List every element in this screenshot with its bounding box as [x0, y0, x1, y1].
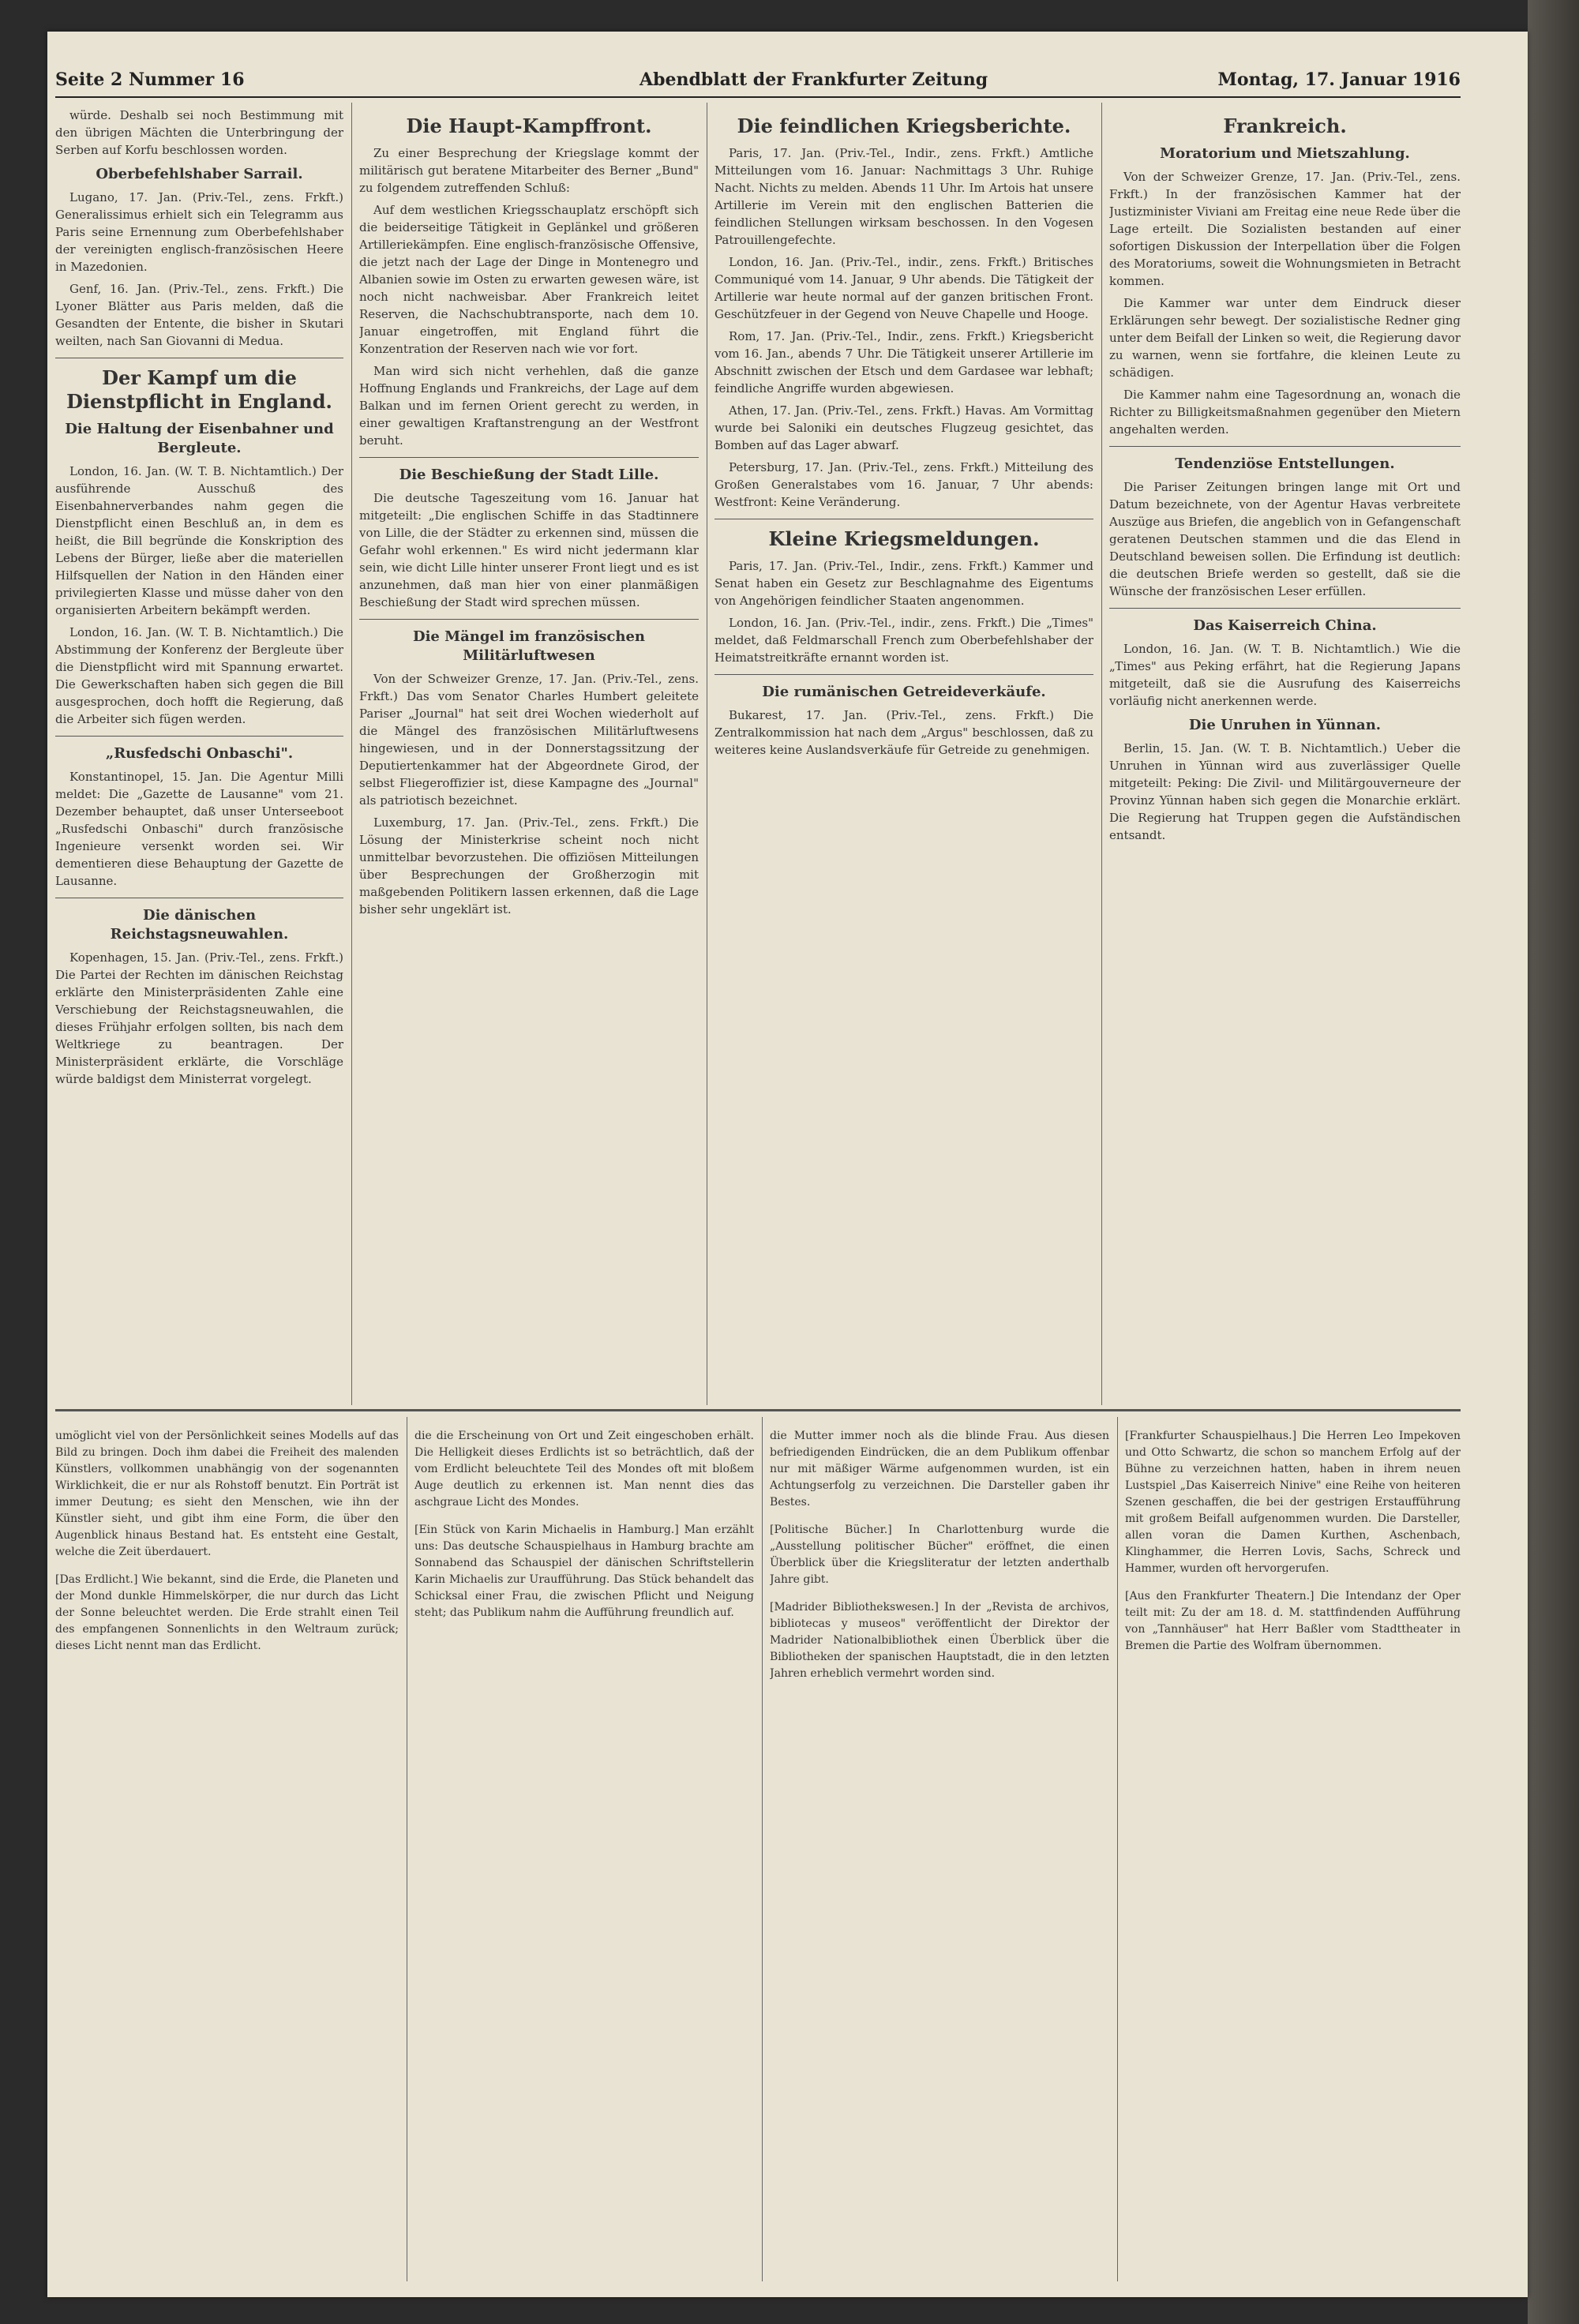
article-text: [Politische Bücher.] In Charlottenburg wurde die „Ausstellung politischer Bücher" eröffnet, die einen Überblick über die Kriegsliteratur der letzten anderthalb Jahre gibt. [770, 1524, 1109, 1586]
column-divider [1117, 1417, 1118, 2281]
headline: Die feindlichen Kriegsberichte. [737, 114, 1071, 137]
column-3 [714, 107, 1093, 1401]
article-text: Die Kammer war unter dem Eindruck dieser Erklärungen sehr bewegt. Der sozialistische Redner ging unter dem Beifall der Linken so weit, die Regierung davor zu warnen, wenn sie fortfahre, die kleinen Leute zu schädigen. [1109, 296, 1461, 380]
feuilleton-column-2 [414, 1417, 754, 2281]
article-text: die Mutter immer noch als die blinde Frau. Aus diesen befriedigenden Eindrücken, die an dem Publikum offenbar nur mit mäßiger Wärme aufgenommen wurden, ist ein Achtungserfolg zu verzeichnen. Die Darsteller gaben ihr Bestes. [770, 1430, 1109, 1509]
headline: „Rusfedschi Onbaschi". [105, 745, 294, 762]
feuilleton-column-3 [770, 1417, 1109, 2281]
article-text: Lugano, 17. Jan. (Priv.-Tel., zens. Frkft.) Generalissimus erhielt sich ein Telegramm aus Paris seine Ernennung zum Oberbefehlshaber der vereinigten englisch-französischen Heere in Mazedonien. [55, 190, 343, 274]
article-text: die die Erscheinung von Ort und Zeit eingeschoben erhält. Die Helligkeit dieses Erdlichts ist so beträchtlich, daß der vom Erdlicht beleuchtete Teil des Mondes oft mit bloßem Auge deutlich zu erkennen ist. Man nennt dies das aschgraue Licht des Mondes. [414, 1430, 754, 1509]
article-text: Konstantinopel, 15. Jan. Die Agentur Milli meldet: Die „Gazette de Lausanne" vom 21. Dezember behauptet, daß unser Unterseeboot „Rusfedschi Onbaschi" durch französische Ingenieure versenkt worden sei. Wir dementieren diese Behauptung der Gazette de Lausanne. [55, 770, 343, 888]
headline: Die Haupt-Kampffront. [406, 114, 652, 137]
article-text: London, 16. Jan. (W. T. B. Nichtamtlich.) Der ausführende Ausschuß des Eisenbahnerverbandes nahm gegen die Dienstpflicht einen Beschluß an, in dem es heißt, die Bill begründe die Konskription des Lebens der Bürger, ließe aber die materiellen Hilfsquellen der Nation in den Händen einer privilegierten Klasse und müsse daher von den organisierten Arbeitern bekämpft werden. [55, 464, 343, 617]
divider [1109, 446, 1461, 447]
column-divider [762, 1417, 763, 2281]
headline: Tendenziöse Entstellungen. [1175, 455, 1395, 472]
divider [359, 619, 699, 620]
masthead [55, 69, 1461, 98]
column-divider [1101, 103, 1102, 1405]
article-text: Auf dem westlichen Kriegsschauplatz erschöpft sich die beiderseitige Tätigkeit in Geplänkel und größeren Artilleriekämpfen. Eine englisch-französische Offensive, die jetzt nach der Lage der Dinge in Montenegro und Albanien sowie im Osten zu erwarten gewesen wäre, ist noch nicht nachweisbar. Aber Frankreich leitet Reserven, die Nachschubtransporte, nach dem 10. Januar eingetroffen, mit England führt die Konzentration der Reserven nach wie vor fort. [359, 203, 699, 356]
article-text: Kopenhagen, 15. Jan. (Priv.-Tel., zens. Frkft.) Die Partei der Rechten im dänischen Reichstag erklärte den Ministerpräsidenten Zahle eine Verschiebung der Reichstagsneuwahlen, die dieses Frühjahr erfolgen sollten, bis nach dem Weltkriege zu beantragen. Der Ministerpräsident erklärte, die Vorschläge würde baldigst dem Ministerrat vorgelegt. [55, 950, 343, 1086]
article-text: [Frankfurter Schauspielhaus.] Die Herren Leo Impekoven und Otto Schwartz, die schon so manchem Erfolg auf der Bühne zu verzeichnen hatten, haben in ihrem neuen Lustspiel „Das Kaiserreich Ninive" eine Reihe von heiteren Szenen geschaffen, die bei der gestrigen Erstaufführung mit großem Beifall aufgenommen wurden. Die Darsteller, allen voran die Damen Kurthen, Aschenbach, Klinghammer, die Herren Lovis, Sachs, Schreck und Hammer, wurden oft hervorgerufen. [1125, 1430, 1461, 1575]
headline: Die Mängel im französischen Militärluftwesen [412, 628, 646, 664]
article-text: Petersburg, 17. Jan. (Priv.-Tel., zens. Frkft.) Mitteilung des Großen Generalstabes vom 16. Januar, 7 Uhr abends: Westfront: Keine Veränderung. [714, 460, 1093, 509]
headline: Die Unruhen in Yünnan. [1188, 717, 1382, 733]
article-text: [Madrider Bibliothekswesen.] In der „Revista de archivos, bibliotecas y museos" veröffentlicht der Direktor der Madrider Nationalbibliothek einen Überblick über die Bibliotheken der spanischen Hauptstadt, die in den letzten Jahren erheblich vermehrt worden sind. [770, 1601, 1109, 1680]
divider [359, 457, 699, 458]
headline: Der Kampf um die Dienstpflicht in England. [66, 366, 332, 413]
article-text: London, 16. Jan. (W. T. B. Nichtamtlich.) Wie die „Times" aus Peking erfährt, hat die Regierung Japans mitgeteilt, daß sie die Ausrufung des Kaiserreichs vorläufig nicht anerkennen werde. [1109, 642, 1461, 708]
headline: Die Beschießung der Stadt Lille. [399, 467, 659, 483]
article-text: Man wird sich nicht verhehlen, daß die ganze Hoffnung Englands und Frankreichs, der Lage auf dem Balkan und im fernen Orient gerecht zu werden, in einer gewaltigen Kraftanstrengung an der Westfront beruht. [359, 364, 699, 448]
issue-date: Montag, 17. Januar 1916 [1217, 69, 1461, 90]
article-text: Zu einer Besprechung der Kriegslage kommt der militärisch gut beratene Mitarbeiter des Berner „Bund" zu folgendem zutreffenden Schluß: [359, 146, 699, 195]
feuilleton-column-1 [55, 1417, 399, 2281]
article-text: Von der Schweizer Grenze, 17. Jan. (Priv.-Tel., zens. Frkft.) In der französischen Kammer hat der Justizminister Viviani am Freitag eine neue Rede über die Lage erteilt. Die Sozialisten bestanden auf einer sofortigen Diskussion der Interpellation über die Folgen des Moratoriums, soweit die Wohnungsmieten in Betracht kommen. [1109, 170, 1461, 288]
article-text: Von der Schweizer Grenze, 17. Jan. (Priv.-Tel., zens. Frkft.) Das vom Senator Charles Humbert geleitete Pariser „Journal" hat seit drei Wochen wiederholt auf die Mängel des französischen Militärluftwesens hingewiesen, und in der Donnerstagssitzung der Deputiertenkammer hat der Abgeordnete Girod, der selbst Fliegeroffizier ist, diese Kampagne des „Journal" als patriotisch bezeichnet. [359, 672, 699, 808]
divider [1109, 608, 1461, 609]
article-text: [Ein Stück von Karin Michaelis in Hamburg.] Man erzählt uns: Das deutsche Schauspielhaus in Hamburg brachte am Sonnabend das Schauspiel der dänischen Schriftstellerin Karin Michaelis zur Uraufführung. Das Stück behandelt das Schicksal einer Frau, die zwischen Pflicht und Neigung steht; das Publikum nahm die Aufführung freundlich auf. [414, 1524, 754, 1619]
article-text: würde. Deshalb sei noch Bestimmung mit den übrigen Mächten die Unterbringung der Serben auf Korfu beschlossen worden. [55, 108, 343, 157]
article-text: Berlin, 15. Jan. (W. T. B. Nichtamtlich.) Ueber die Unruhen in Yünnan wird aus zuverlässiger Quelle mitgeteilt: Peking: Die Zivil- und Militärgouverneure der Provinz Yünnan haben sich gegen die Monarchie erklärt. Die Regierung hat Truppen gegen die Aufständischen entsandt. [1109, 741, 1461, 842]
article-text: [Aus den Frankfurter Theatern.] Die Intendanz der Oper teilt mit: Zu der am 18. d. M. stattfindenden Aufführung von „Tannhäuser" hat Herr Baßler vom Stadttheater in Bremen die Partie des Wolfram übernommen. [1125, 1590, 1461, 1652]
article-text: umöglicht viel von der Persönlichkeit seines Modells auf das Bild zu bringen. Doch ihm dabei die Freiheit des malenden Künstlers, vollkommen unabhängig von der sogenannten Wirklichkeit, die er nur als Rohstoff benutzt. Ein Porträt ist immer Deutung; es sieht den Menschen, wie ihn der Künstler sieht, und gibt ihm eine Form, die über den Augenblick hinaus Bestand hat. Es entsteht eine Gestalt, welche die Zeit überdauert. [55, 1430, 399, 1558]
column-2 [359, 107, 699, 1401]
article-text: Athen, 17. Jan. (Priv.-Tel., zens. Frkft.) Havas. Am Vormittag wurde bei Saloniki ein deutsches Flugzeug gesichtet, das Bomben auf das Lager abwarf. [714, 403, 1093, 452]
article-text: Genf, 16. Jan. (Priv.-Tel., zens. Frkft.) Die Lyoner Blätter aus Paris melden, daß die Gesandten der Entente, die bisher in Skutari weilten, nach San Giovanni di Medua. [55, 282, 343, 348]
subheadline: Die Haltung der Eisenbahner und Bergleute. [65, 421, 334, 456]
article-text: [Das Erdlicht.] Wie bekannt, sind die Erde, die Planeten und der Mond dunkle Himmelskörper, die nur durch das Licht der Sonne beleuchtet werden. Die Erde strahlt einen Teil des empfangenen Sonnenlichts in den Weltraum zurück; dieses Licht nennt man das Erdlicht. [55, 1573, 399, 1652]
feuilleton-rule [55, 1409, 1461, 1411]
headline: Die rumänischen Getreideverkäufe. [762, 684, 1046, 700]
feuilleton-column-4 [1125, 1417, 1461, 2281]
book-spine [1528, 0, 1579, 2324]
article-text: Paris, 17. Jan. (Priv.-Tel., Indir., zens. Frkft.) Kammer und Senat haben ein Gesetz zur Beschlagnahme des Eigentums von Angehörigen feindlicher Staaten angenommen. [714, 559, 1093, 608]
article-text: Paris, 17. Jan. (Priv.-Tel., Indir., zens. Frkft.) Amtliche Mitteilungen vom 16. Januar: Nachmittags 3 Uhr. Ruhige Nacht. Nichts zu melden. Abends 11 Uhr. Im Artois hat unsere Artillerie im Verein mit den englischen Batterien die feindlichen Stellungen wirksam beschossen. In den Vogesen Patrouillengefechte. [714, 146, 1093, 247]
headline: Frankreich. [1223, 114, 1347, 137]
article-text: Die deutsche Tageszeitung vom 16. Januar hat mitgeteilt: „Die englischen Schiffe in das Stadtinnere von Lille, die der Städter zu erkennen sind, müssen die Gefahr wohl erkennen." Es wird nicht jedermann klar sein, wie dicht Lille hinter unserer Front liegt und es ist anzunehmen, daß man hier von einer planmäßigen Beschießung der Stadt wird sprechen müssen. [359, 491, 699, 609]
newspaper-page [47, 32, 1528, 2297]
page-label: Seite 2 Nummer 16 [55, 69, 245, 90]
headline: Oberbefehlshaber Sarrail. [96, 166, 303, 182]
article-text: Die Kammer nahm eine Tagesordnung an, wonach die Richter zu Billigkeitsmaßnahmen gegenüber den Mietern angehalten werden. [1109, 388, 1461, 437]
article-text: Rom, 17. Jan. (Priv.-Tel., Indir., zens. Frkft.) Kriegsbericht vom 16. Jan., abends 7 Uhr. Die Tätigkeit unserer Artillerie im Abschnitt zwischen der Etsch und dem Gardasee war lebhaft; feindliche Angriffe wurden abgewiesen. [714, 329, 1093, 395]
divider [714, 674, 1093, 675]
article-text: London, 16. Jan. (W. T. B. Nichtamtlich.) Die Abstimmung der Konferenz der Bergleute über die Dienstpflicht wird mit Spannung erwartet. Die Gewerkschaften haben sich gegen die Bill ausgesprochen, doch hofft die Regierung, daß die Arbeiter sich fügen werden. [55, 625, 343, 726]
column-divider [351, 103, 352, 1405]
article-text: Bukarest, 17. Jan. (Priv.-Tel., zens. Frkft.) Die Zentralkommission hat nach dem „Argus" beschlossen, daß zu weiteres keine Auslandsverkäufe für Getreide zu genehmigen. [714, 708, 1093, 757]
subheadline: Moratorium und Mietszahlung. [1160, 145, 1410, 162]
column-1 [55, 107, 343, 1401]
article-text: London, 16. Jan. (Priv.-Tel., indir., zens. Frkft.) Die „Times" meldet, daß Feldmarschall French zum Oberbefehlshaber der Heimatstreitkräfte ernannt worden ist. [714, 616, 1093, 665]
paper-name: Abendblatt der Frankfurter Zeitung [639, 69, 988, 90]
column-4 [1109, 107, 1461, 1401]
divider [55, 736, 343, 737]
headline: Kleine Kriegsmeldungen. [768, 527, 1040, 550]
headline: Die dänischen Reichstagsneuwahlen. [110, 907, 289, 943]
article-text: London, 16. Jan. (Priv.-Tel., indir., zens. Frkft.) Britisches Communiqué vom 14. Januar, 9 Uhr abends. Die Tätigkeit der Artillerie war heute normal auf der ganzen britischen Front. Geschützfeuer in der Gegend von Neuve Chapelle und Hooge. [714, 255, 1093, 321]
article-text: Die Pariser Zeitungen bringen lange mit Ort und Datum bezeichnete, von der Agentur Havas verbreitete Auszüge aus Briefen, die angeblich von in Gefangenschaft geratenen Deutschen stammen und die das Elend in Deutschland beweisen sollen. Die Erfindung ist deutlich: die deutschen Briefe werden so gestellt, daß sie die Wünsche der französischen Leser erfüllen. [1109, 480, 1461, 598]
article-text: Luxemburg, 17. Jan. (Priv.-Tel., zens. Frkft.) Die Lösung der Ministerkrise scheint noch nicht unmittelbar bevorzustehen. Die offiziösen Mitteilungen über Besprechungen der Großherzogin mit maßgebenden Politikern lassen erkennen, daß die Lage bisher sehr ungeklärt ist. [359, 815, 699, 916]
headline: Das Kaiserreich China. [1193, 617, 1377, 634]
